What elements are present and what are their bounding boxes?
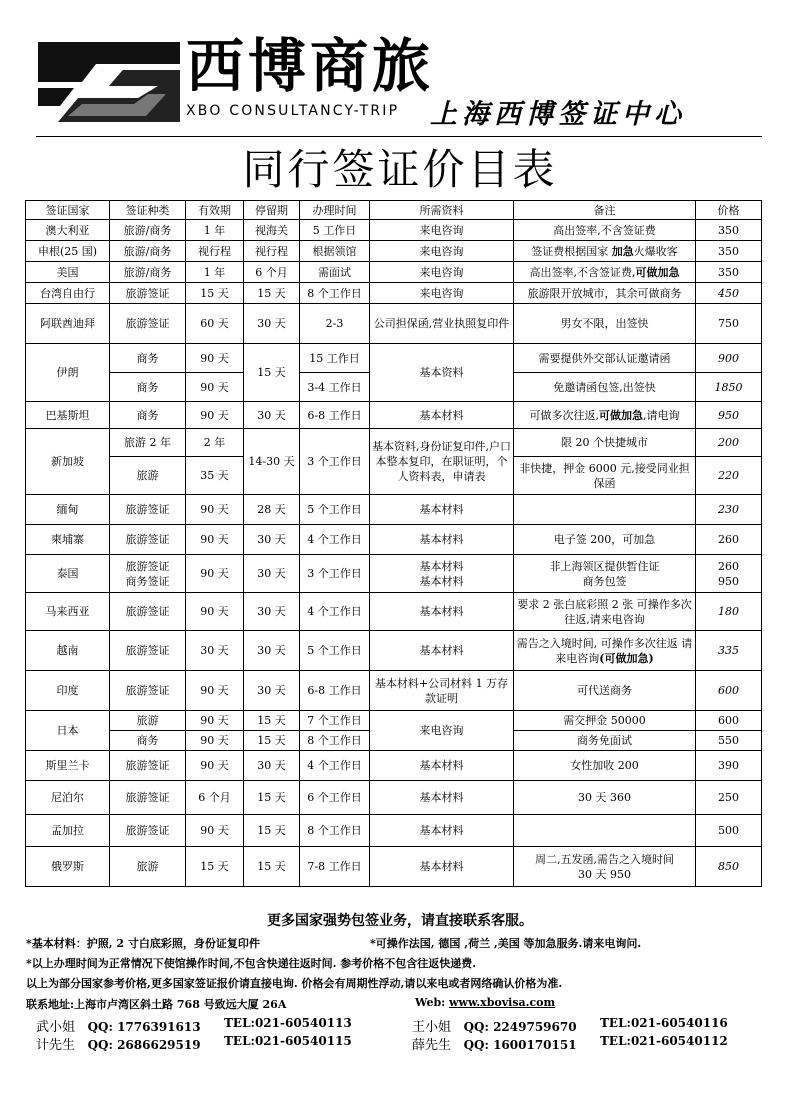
country-cell: 马来西亚 <box>26 593 110 631</box>
validity-cell: 1 年 <box>186 220 244 241</box>
remark-cell: 高出签率,不含签证费 <box>514 220 696 241</box>
price-line: 950 <box>718 574 739 588</box>
documents-cell: 来电咨询 <box>370 241 514 262</box>
validity-cell: 60 天 <box>186 304 244 344</box>
documents-cell: 基本材料 <box>370 751 514 781</box>
visa-type-cell: 商务 <box>110 731 186 751</box>
documents-cell: 基本材料 <box>370 847 514 887</box>
visa-type-line: 旅游签证 <box>125 559 170 573</box>
visa-type-cell: 旅游签证 <box>110 495 186 525</box>
contact-tel: TEL:021-60540113 <box>224 1016 352 1030</box>
column-header: 办理时间 <box>300 201 370 220</box>
website-label: Web: <box>415 996 450 1009</box>
contact-qq: QQ: 1600170151 <box>463 1038 577 1052</box>
stay-cell: 视行程 <box>244 241 300 262</box>
country-cell: 孟加拉 <box>26 815 110 847</box>
processing-time-cell: 4 个工作日 <box>300 751 370 781</box>
remark-cell: 限 20 个快捷城市 <box>514 429 696 457</box>
processing-time-note: *以上办理时间为正常情况下使馆操作时间,不包含快递往返时间. 参考价格不包含往返快递费. <box>26 957 477 970</box>
country-cell: 缅甸 <box>26 495 110 525</box>
website-link[interactable]: www.xbovisa.com <box>449 996 556 1009</box>
remark-cell <box>514 815 696 847</box>
price-cell: 350 <box>696 220 762 241</box>
contact-entry <box>412 1034 728 1053</box>
validity-cell: 90 天 <box>186 373 244 402</box>
country-cell: 阿联酋迪拜 <box>26 304 110 344</box>
table-row <box>26 283 762 304</box>
price-cell: 260 <box>696 525 762 555</box>
remark-cell <box>514 555 696 593</box>
processing-time-cell: 8 个工作日 <box>300 815 370 847</box>
table-row <box>26 847 762 887</box>
documents-cell: 来电咨询 <box>370 262 514 283</box>
visa-type-cell: 旅游签证 <box>110 283 186 304</box>
processing-time-cell: 4 个工作日 <box>300 525 370 555</box>
visa-type-cell: 旅游签证 <box>110 593 186 631</box>
validity-cell: 90 天 <box>186 671 244 711</box>
header <box>0 0 800 140</box>
validity-cell: 90 天 <box>186 751 244 781</box>
stay-cell: 15 天 <box>244 283 300 304</box>
brand-name-cn: 西博商旅 <box>186 32 435 100</box>
validity-cell: 90 天 <box>186 815 244 847</box>
documents-cell: 基本材料 <box>370 402 514 429</box>
documents-cell <box>370 555 514 593</box>
validity-cell: 1 年 <box>186 262 244 283</box>
stay-cell: 30 天 <box>244 593 300 631</box>
price-cell: 950 <box>696 402 762 429</box>
validity-cell: 90 天 <box>186 593 244 631</box>
validity-cell: 90 天 <box>186 495 244 525</box>
country-cell: 日本 <box>26 711 110 751</box>
documents-cell: 来电咨询 <box>370 711 514 751</box>
price-table <box>25 200 762 887</box>
remark-text: ,请电询 <box>643 408 680 422</box>
address: 联系地址:上海市卢湾区斜土路 768 号致远大厦 26A <box>26 998 287 1011</box>
price-cell: 450 <box>696 283 762 304</box>
validity-cell: 90 天 <box>186 555 244 593</box>
contact-tel: TEL:021-60540115 <box>224 1034 352 1048</box>
table-row <box>26 220 762 241</box>
documents-cell: 基本材料+公司材料 1 万存款证明 <box>370 671 514 711</box>
column-header: 有效期 <box>186 201 244 220</box>
validity-cell: 6 个月 <box>186 781 244 815</box>
column-header: 停留期 <box>244 201 300 220</box>
documents-cell: 基本材料 <box>370 495 514 525</box>
stay-cell: 30 天 <box>244 751 300 781</box>
price-cell: 200 <box>696 429 762 457</box>
processing-time-cell: 5 个工作日 <box>300 631 370 671</box>
visa-type-cell: 旅游签证 <box>110 671 186 711</box>
processing-time-cell: 4 个工作日 <box>300 593 370 631</box>
stay-cell: 15 天 <box>244 711 300 731</box>
table-header-row <box>26 201 762 220</box>
visa-type-cell: 旅游签证 <box>110 751 186 781</box>
column-header: 所需资料 <box>370 201 514 220</box>
remark-cell <box>514 631 696 671</box>
visa-type-cell <box>110 555 186 593</box>
table-row <box>26 429 762 457</box>
country-cell: 美国 <box>26 262 110 283</box>
table-row <box>26 751 762 781</box>
stay-cell: 30 天 <box>244 402 300 429</box>
stay-cell: 15 天 <box>244 344 300 402</box>
documents-cell: 基本材料 <box>370 593 514 631</box>
brand-name-en: XBO CONSULTANCY-TRIP <box>186 103 400 119</box>
remark-emphasis: 可做加急 <box>635 265 680 279</box>
reference-price-note: 以上为部分国家参考价格,更多国家签证报价请直接电询. 价格会有周期性浮动,请以来电或者网络确认价格为准. <box>26 977 563 990</box>
validity-cell: 30 天 <box>186 631 244 671</box>
contact-name: 王小姐 <box>412 1020 452 1035</box>
validity-cell: 视行程 <box>186 241 244 262</box>
price-cell: 250 <box>696 781 762 815</box>
country-cell: 斯里兰卡 <box>26 751 110 781</box>
validity-cell: 15 天 <box>186 283 244 304</box>
documents-cell: 来电咨询 <box>370 283 514 304</box>
visa-type-cell: 旅游签证 <box>110 815 186 847</box>
table-row <box>26 402 762 429</box>
visa-type-cell: 商务 <box>110 402 186 429</box>
processing-time-cell: 15 工作日 <box>300 344 370 373</box>
processing-time-cell: 6-8 工作日 <box>300 402 370 429</box>
column-header: 价格 <box>696 201 762 220</box>
documents-cell: 来电咨询 <box>370 220 514 241</box>
visa-type-cell: 旅游/商务 <box>110 241 186 262</box>
visa-type-cell: 旅游 <box>110 847 186 887</box>
remark-cell <box>514 262 696 283</box>
stay-cell: 30 天 <box>244 631 300 671</box>
remark-text: 火爆收客 <box>633 244 678 258</box>
website <box>415 996 555 1009</box>
remark-emphasis: (可做加急) <box>599 651 654 665</box>
table-row <box>26 555 762 593</box>
country-cell: 台湾自由行 <box>26 283 110 304</box>
country-cell: 巴基斯坦 <box>26 402 110 429</box>
contact-name: 计先生 <box>36 1038 76 1053</box>
processing-time-cell: 2-3 <box>300 304 370 344</box>
basic-materials-note: *基本材料：护照, 2 寸白底彩照，身份证复印件 <box>26 937 260 950</box>
validity-cell: 35 天 <box>186 457 244 495</box>
table-row <box>26 781 762 815</box>
remark-cell: 电子签 200，可加急 <box>514 525 696 555</box>
xbo-logo-icon <box>38 42 180 122</box>
column-header: 备注 <box>514 201 696 220</box>
contact-entry <box>412 1016 728 1035</box>
price-cell: 600 <box>696 711 762 731</box>
price-cell: 900 <box>696 344 762 373</box>
validity-cell: 2 年 <box>186 429 244 457</box>
contact-qq: QQ: 1776391613 <box>87 1020 201 1034</box>
processing-time-cell: 3 个工作日 <box>300 555 370 593</box>
visa-type-cell: 旅游/商务 <box>110 262 186 283</box>
remark-cell: 男女不限，出签快 <box>514 304 696 344</box>
documents-line: 基本材料 <box>419 574 464 588</box>
visa-type-cell: 商务 <box>110 373 186 402</box>
remark-emphasis: 可做加急 <box>599 408 643 422</box>
price-line: 260 <box>718 559 739 573</box>
table-row <box>26 241 762 262</box>
table-row <box>26 631 762 671</box>
table-row <box>26 344 762 373</box>
country-cell: 新加坡 <box>26 429 110 495</box>
table-row <box>26 815 762 847</box>
country-cell: 申根(25 国) <box>26 241 110 262</box>
price-cell <box>696 555 762 593</box>
processing-time-cell: 5 个工作日 <box>300 495 370 525</box>
remark-cell: 可代送商务 <box>514 671 696 711</box>
contact-tel: TEL:021-60540112 <box>600 1034 728 1048</box>
remark-cell <box>514 847 696 887</box>
visa-type-cell: 旅游 <box>110 711 186 731</box>
price-cell: 220 <box>696 457 762 495</box>
contact-name: 武小姐 <box>36 1020 76 1035</box>
table-row <box>26 304 762 344</box>
contact-name: 薛先生 <box>412 1038 452 1053</box>
visa-type-cell: 旅游/商务 <box>110 220 186 241</box>
remark-line: 非上海领区提供暂住证 <box>549 559 660 573</box>
processing-time-cell: 需面试 <box>300 262 370 283</box>
remark-cell: 女性加收 200 <box>514 751 696 781</box>
country-cell: 越南 <box>26 631 110 671</box>
remark-cell: 免邀请函包签,出签快 <box>514 373 696 402</box>
validity-cell: 90 天 <box>186 525 244 555</box>
stay-cell: 15 天 <box>244 847 300 887</box>
stay-cell: 30 天 <box>244 555 300 593</box>
table-row <box>26 711 762 731</box>
remark-line: 30 天 950 <box>578 867 631 881</box>
documents-cell: 基本材料 <box>370 525 514 555</box>
remark-cell: 要求 2 张白底彩照 2 张 可操作多次往返,请来电咨询 <box>514 593 696 631</box>
price-cell: 390 <box>696 751 762 781</box>
country-cell: 澳大利亚 <box>26 220 110 241</box>
table-row <box>26 671 762 711</box>
stay-cell: 14-30 天 <box>244 429 300 495</box>
country-cell: 泰国 <box>26 555 110 593</box>
stay-cell: 视海关 <box>244 220 300 241</box>
stay-cell: 30 天 <box>244 525 300 555</box>
stay-cell: 15 天 <box>244 815 300 847</box>
stay-cell: 15 天 <box>244 781 300 815</box>
processing-time-cell: 3 个工作日 <box>300 429 370 495</box>
visa-type-cell: 商务 <box>110 344 186 373</box>
remark-line: 商务包签 <box>582 574 627 588</box>
expedite-note: *可操作法国, 德国 ,荷兰 ,美国 等加急服务.请来电询问. <box>370 937 642 950</box>
remark-cell: 需交押金 50000 <box>514 711 696 731</box>
price-cell: 550 <box>696 731 762 751</box>
processing-time-cell: 根据领馆 <box>300 241 370 262</box>
visa-type-cell: 旅游签证 <box>110 781 186 815</box>
stay-cell: 6 个月 <box>244 262 300 283</box>
documents-cell: 基本资料,身份证复印件,户口本整本复印，在职证明，个人资料表，申请表 <box>370 429 514 495</box>
documents-line: 基本材料 <box>419 559 464 573</box>
documents-cell: 基本材料 <box>370 781 514 815</box>
visa-type-cell: 旅游签证 <box>110 525 186 555</box>
price-cell: 500 <box>696 815 762 847</box>
documents-cell: 公司担保函,营业执照复印件 <box>370 304 514 344</box>
remark-cell: 30 天 360 <box>514 781 696 815</box>
remark-text: 可做多次往返, <box>529 408 599 422</box>
processing-time-cell: 5 工作日 <box>300 220 370 241</box>
processing-time-cell: 7 个工作日 <box>300 711 370 731</box>
contact-entry <box>36 1016 352 1035</box>
remark-cell: 商务免面试 <box>514 731 696 751</box>
documents-cell: 基本资料 <box>370 344 514 402</box>
processing-time-cell: 8 个工作日 <box>300 731 370 751</box>
column-header: 签证种类 <box>110 201 186 220</box>
column-header: 签证国家 <box>26 201 110 220</box>
visa-type-cell: 旅游 2 年 <box>110 429 186 457</box>
price-cell: 850 <box>696 847 762 887</box>
visa-type-cell: 旅游 <box>110 457 186 495</box>
processing-time-cell: 7-8 工作日 <box>300 847 370 887</box>
price-cell: 180 <box>696 593 762 631</box>
price-cell: 750 <box>696 304 762 344</box>
documents-cell: 基本材料 <box>370 815 514 847</box>
country-cell: 印度 <box>26 671 110 711</box>
country-cell: 伊朗 <box>26 344 110 402</box>
remark-emphasis: 加急 <box>611 244 634 258</box>
remark-cell <box>514 495 696 525</box>
validity-cell: 90 天 <box>186 344 244 373</box>
remark-text: 高出签率,不含签证费, <box>529 265 636 279</box>
documents-cell: 基本材料 <box>370 631 514 671</box>
contact-tel: TEL:021-60540116 <box>600 1016 728 1030</box>
country-cell: 俄罗斯 <box>26 847 110 887</box>
price-cell: 350 <box>696 262 762 283</box>
header-divider <box>36 136 762 137</box>
remark-cell: 旅游限开放城市，其余可做商务 <box>514 283 696 304</box>
contact-entry <box>36 1034 352 1053</box>
table-row <box>26 525 762 555</box>
price-cell: 230 <box>696 495 762 525</box>
validity-cell: 90 天 <box>186 731 244 751</box>
remark-cell: 非快捷，押金 6000 元,接受同业担保函 <box>514 457 696 495</box>
remark-text: 需告之入境时间, 可操作多次往返 请来电咨询 <box>516 636 693 665</box>
processing-time-cell: 6-8 工作日 <box>300 671 370 711</box>
stay-cell: 30 天 <box>244 671 300 711</box>
remark-cell: 需要提供外交部认证邀请函 <box>514 344 696 373</box>
remark-cell <box>514 402 696 429</box>
validity-cell: 15 天 <box>186 847 244 887</box>
table-row <box>26 593 762 631</box>
remark-cell <box>514 241 696 262</box>
page-title: 同行签证价目表 <box>242 145 558 194</box>
remark-text: 签证费根据国家 <box>531 244 612 258</box>
visa-type-cell: 旅游签证 <box>110 631 186 671</box>
price-cell: 335 <box>696 631 762 671</box>
contact-qq: QQ: 2249759670 <box>463 1020 577 1034</box>
stay-cell: 30 天 <box>244 304 300 344</box>
remark-line: 周二,五发函,需告之入境时间 <box>535 852 674 866</box>
country-cell: 柬埔寨 <box>26 525 110 555</box>
validity-cell: 90 天 <box>186 711 244 731</box>
price-cell: 1850 <box>696 373 762 402</box>
table-row <box>26 262 762 283</box>
validity-cell: 90 天 <box>186 402 244 429</box>
price-cell: 600 <box>696 671 762 711</box>
visa-center-name: 上海西博签证中心 <box>430 99 686 130</box>
contact-banner: 更多国家强势包签业务，请直接联系客服。 <box>267 913 533 929</box>
contact-qq: QQ: 2686629519 <box>87 1038 201 1052</box>
table-row <box>26 495 762 525</box>
price-cell: 350 <box>696 241 762 262</box>
visa-type-line: 商务签证 <box>125 574 170 588</box>
stay-cell: 28 天 <box>244 495 300 525</box>
processing-time-cell: 8 个工作日 <box>300 283 370 304</box>
stay-cell: 15 天 <box>244 731 300 751</box>
visa-type-cell: 旅游签证 <box>110 304 186 344</box>
country-cell: 尼泊尔 <box>26 781 110 815</box>
processing-time-cell: 6 个工作日 <box>300 781 370 815</box>
processing-time-cell: 3-4 工作日 <box>300 373 370 402</box>
